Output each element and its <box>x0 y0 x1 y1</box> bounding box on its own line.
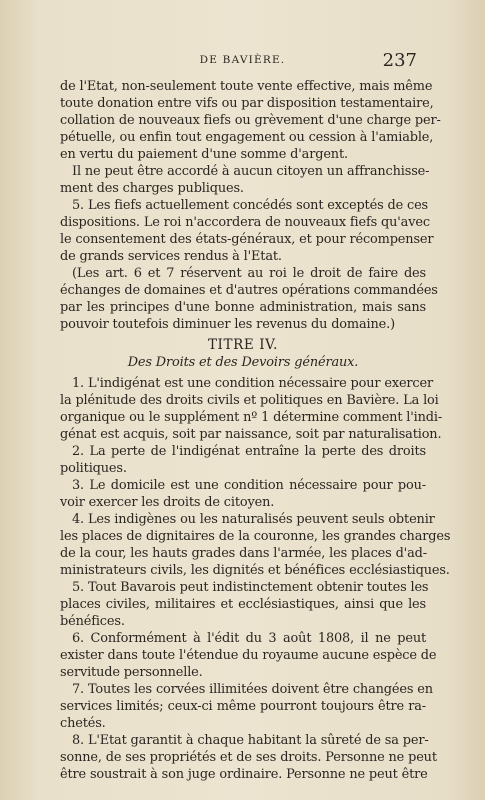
text-line: services limités; ceux-ci même pourront toujours être ra- <box>60 699 426 714</box>
text-line: bénéfices. <box>60 614 125 629</box>
text-line: 5. Les fiefs actuellement concédés sont exceptés de ces <box>72 198 429 213</box>
text-line: 6. Conformément à l'édit du 3 août 1808, il ne peut <box>72 631 426 646</box>
text-line: ministrateurs civils, les dignités et bénéfices ecclésiastiques. <box>60 563 450 578</box>
text-line: exister dans toute l'étendue du royaume aucune espèce de <box>60 648 437 663</box>
text-line: 2. La perte de l'indigénat entraîne la perte des droits <box>72 444 426 459</box>
text-line: 8. L'Etat garantit à chaque habitant la sûreté de sa per- <box>72 733 429 748</box>
text-line: la plénitude des droits civils et politiques en Bavière. La loi <box>60 393 439 408</box>
text-line: organique ou le supplément nº 1 détermine comment l'indi- <box>60 410 443 425</box>
text-line: collation de nouveaux fiefs ou grèvement d'une charge per- <box>60 113 441 128</box>
text-line: génat est acquis, soit par naissance, soit par naturalisation. <box>60 427 442 442</box>
text-line: toute donation entre vifs ou par disposition testamentaire, <box>60 96 434 111</box>
running-head: DE BAVIÈRE. <box>199 54 286 66</box>
text-line: 7. Toutes les corvées illimitées doivent être changées en <box>72 682 433 697</box>
text-line: le consentement des états-généraux, et pour récompenser <box>60 232 434 247</box>
text-line: de la cour, les hauts grades dans l'armée, les places d'ad- <box>60 546 427 561</box>
text-line: de grands services rendus à l'Etat. <box>60 249 282 264</box>
text-line: être soustrait à son juge ordinaire. Personne ne peut être <box>60 767 428 782</box>
text-line: (Les art. 6 et 7 réservent au roi le droit de faire des <box>72 266 426 281</box>
text-line: pouvoir toutefois diminuer les revenus du domaine.) <box>60 317 395 332</box>
page-header <box>0 50 485 74</box>
body-text <box>60 78 451 783</box>
text-line: en vertu du paiement d'une somme d'argent. <box>60 147 348 162</box>
text-line: pétuelle, ou enfin tout engagement ou cession à l'amiable, <box>60 130 434 145</box>
text-line: 5. Tout Bavarois peut indistinctement obtenir toutes les <box>72 580 429 595</box>
text-line: voir exercer les droits de citoyen. <box>60 495 275 510</box>
text-line: échanges de domaines et d'autres opérations commandées <box>60 283 438 298</box>
text-line: les places de dignitaires de la couronne, les grandes charges <box>60 529 451 544</box>
text-line: Il ne peut être accordé à aucun citoyen un affranchisse- <box>72 164 430 179</box>
text-line: servitude personnelle. <box>60 665 203 680</box>
text-line: sonne, de ses propriétés et de ses droits. Personne ne peut <box>60 750 437 765</box>
text-line: dispositions. Le roi n'accordera de nouveaux fiefs qu'avec <box>60 215 430 230</box>
text-line: politiques. <box>60 461 127 476</box>
text-line: par les principes d'une bonne administration, mais sans <box>60 300 426 315</box>
text-line: ment des charges publiques. <box>60 181 244 196</box>
text-line: chetés. <box>60 716 106 731</box>
text-line: 4. Les indigènes ou les naturalisés peuvent seuls obtenir <box>72 512 435 527</box>
text-line: 3. Le domicile est une condition nécessaire pour pou- <box>72 478 426 493</box>
text-line: de l'Etat, non-seulement toute vente effective, mais même <box>60 79 433 94</box>
section-title: Des Droits et des Devoirs généraux. <box>127 355 359 370</box>
text-line: places civiles, militaires et ecclésiastiques, ainsi que les <box>60 597 426 612</box>
page-number: 237 <box>382 50 417 71</box>
section-title: TITRE IV. <box>207 337 279 353</box>
text-line: 1. L'indigénat est une condition nécessaire pour exercer <box>72 376 433 391</box>
